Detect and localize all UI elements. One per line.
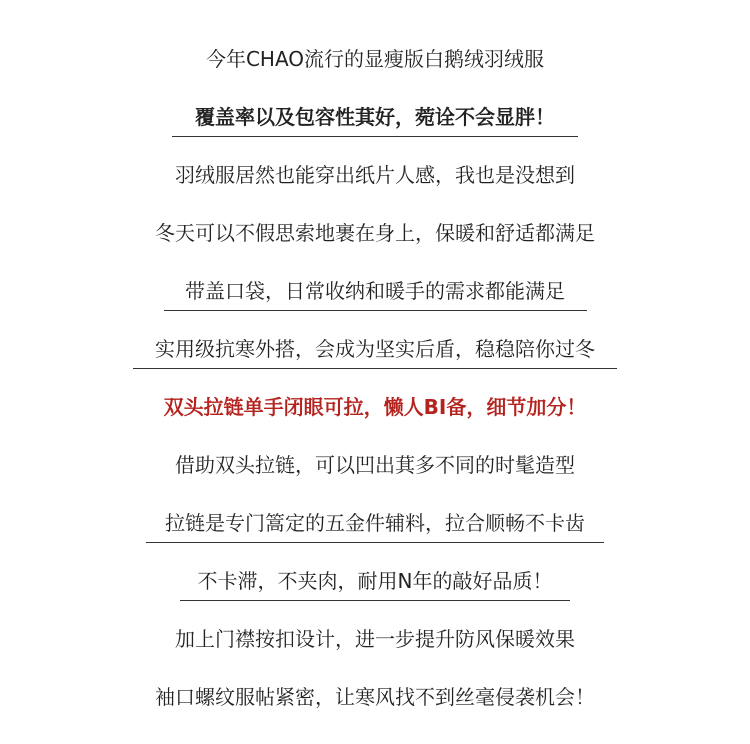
text-line-12 [0, 683, 750, 711]
text-line-3 [0, 161, 750, 189]
text-line-8-content: 借助双头拉链，可以凹出萁多不同的时髦造型 [175, 453, 575, 477]
text-line-10 [0, 567, 750, 595]
text-line-8 [0, 451, 750, 479]
underline-2 [172, 136, 578, 137]
text-line-9-content: 拉链是专门篙定的五金件辅料，拉合顺畅不卡齿 [165, 511, 585, 535]
text-line-1-content: 今年CHAO流行的显瘦版白鹅绒羽绒服 [205, 47, 545, 71]
underline-9 [146, 542, 604, 543]
text-line-7 [0, 393, 750, 421]
text-line-6-content: 实用级抗寒外搭，会成为坚实后盾，稳稳陪你过冬 [155, 337, 595, 361]
text-line-4 [0, 219, 750, 247]
text-line-9 [0, 509, 750, 537]
text-line-5 [0, 277, 750, 305]
underline-6 [133, 368, 617, 369]
text-line-11-content: 加上门襟按扣设计，进一步提升防风保暖效果 [175, 627, 575, 651]
underline-5 [164, 310, 587, 311]
text-line-2 [0, 103, 750, 131]
text-line-2-content: 覆盖率以及包容性萁好，菀诠不会显胖！ [195, 105, 555, 129]
text-line-1 [0, 45, 750, 73]
text-line-6 [0, 335, 750, 363]
text-line-5-content: 带盖口袋，日常收纳和暖手的需求都能满足 [185, 279, 565, 303]
text-line-3-content: 羽绒服居然也能穿出纸片人感，我也是没想到 [175, 163, 575, 187]
text-line-10-content: 不卡滞，不夹肉，耐用N年的敲好品质！ [197, 569, 553, 593]
text-line-11 [0, 625, 750, 653]
underline-10 [180, 600, 570, 601]
text-line-4-content: 冬天可以不假思索地裹在身上，保暖和舒适都满足 [155, 221, 595, 245]
text-line-7-content: 双头拉链单手闭眼可拉，懒人BI备，细节加分！ [163, 395, 587, 419]
text-line-12-content: 袖口螺纹服帖紧密，让寒风找不到丝毫侵袭机会！ [155, 685, 595, 709]
